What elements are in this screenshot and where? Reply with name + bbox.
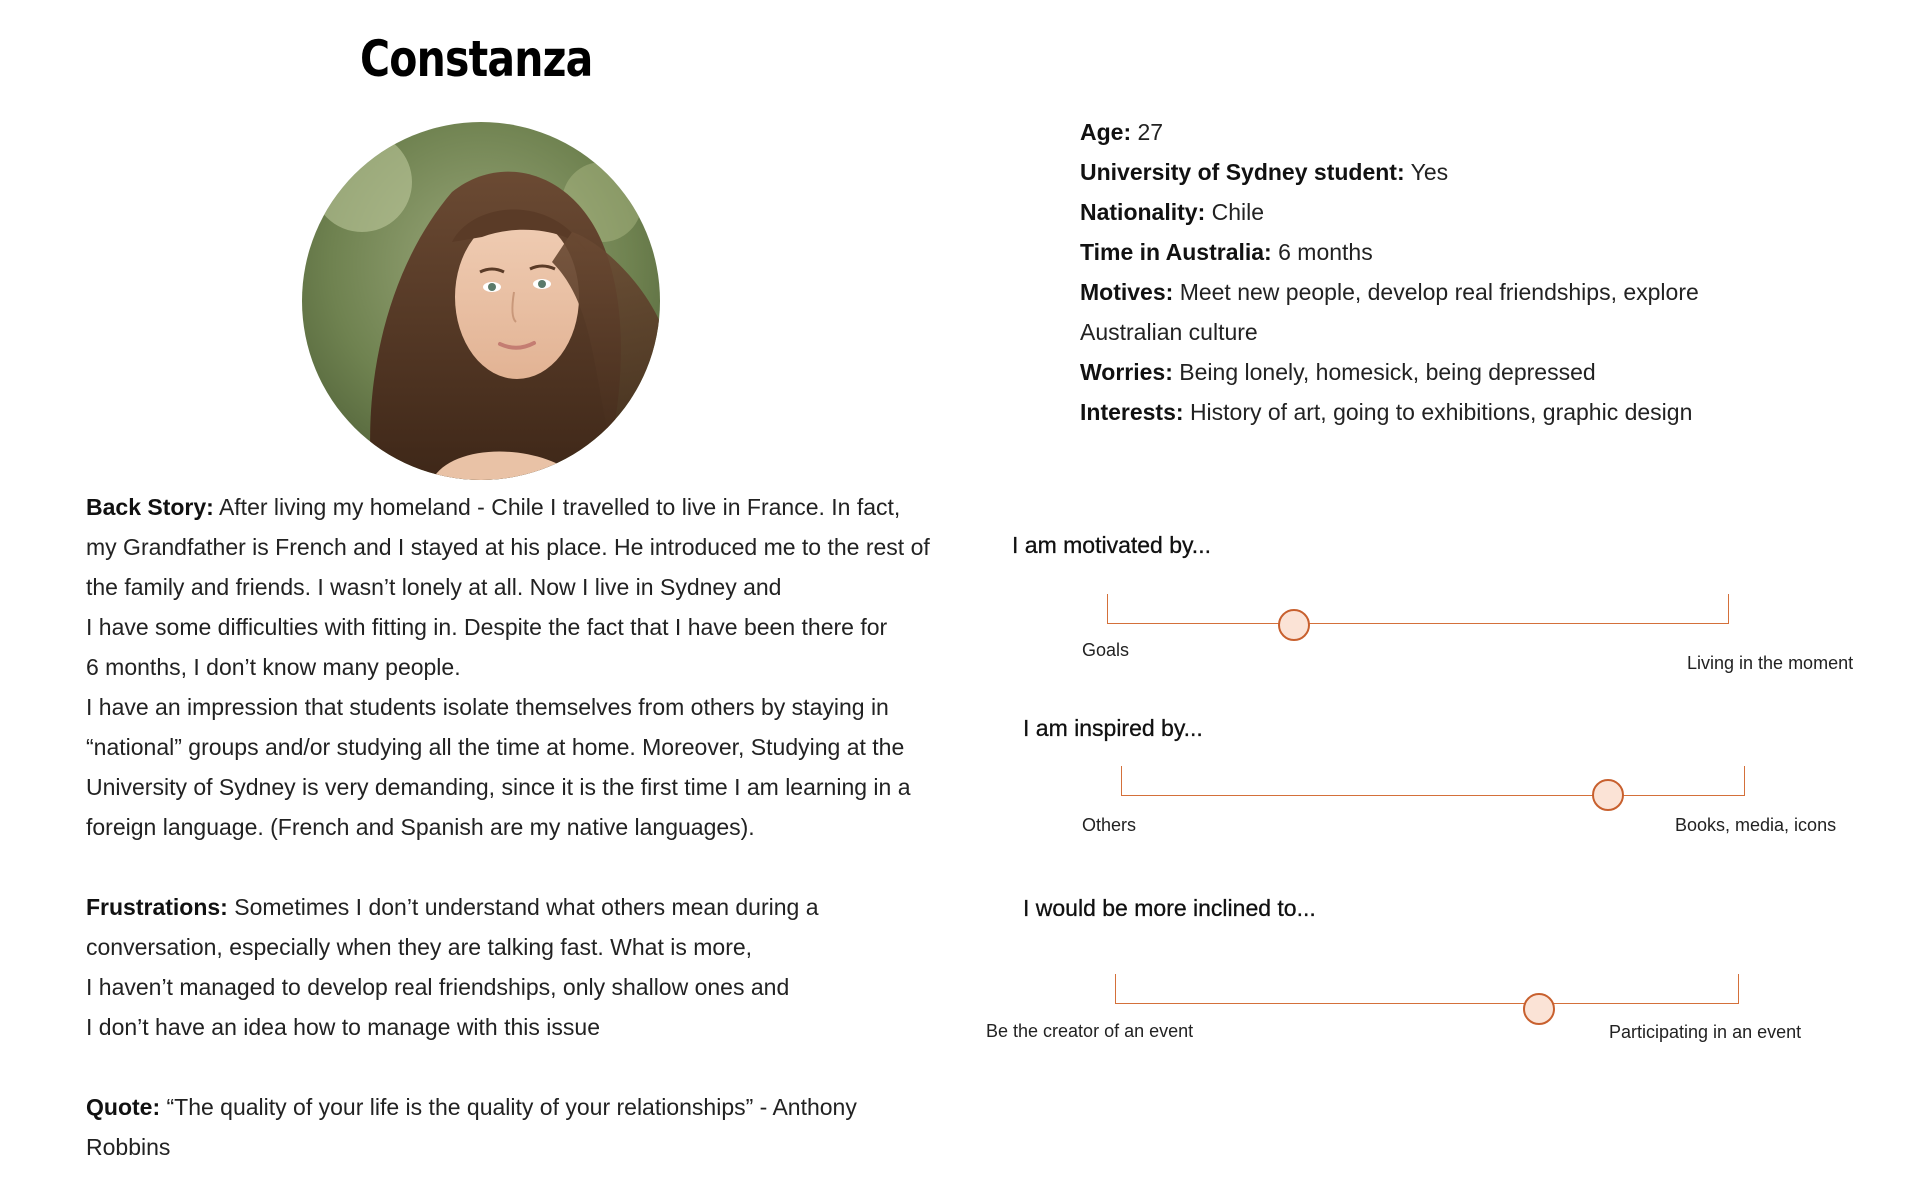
scale-motivated-left-label: Goals xyxy=(1082,640,1130,660)
persona-name: Constanza xyxy=(360,30,593,88)
scale-inspired-right-label: Books, media, icons xyxy=(1675,815,1837,835)
fact-time-in-australia xyxy=(1080,232,1780,272)
fact-label: Motives: xyxy=(1080,279,1174,305)
scale-motivated-track xyxy=(1107,594,1729,624)
fact-value: History of art, going to exhibitions, graphic design xyxy=(1189,399,1693,425)
fact-value: Meet new people, develop real friendships, explore xyxy=(1179,279,1699,305)
scale-motivated-indicator xyxy=(1278,609,1310,641)
scale-inclined-right-label: Participating in an event xyxy=(1609,1022,1802,1042)
scale-inspired-indicator xyxy=(1592,779,1624,811)
back-story-line: the family and friends. I wasn’t lonely at all. Now I live in Sydney and xyxy=(86,574,782,600)
quote-line xyxy=(86,1087,946,1127)
fact-motives-continued xyxy=(1080,312,1780,352)
quote-label: Quote: xyxy=(86,1094,161,1120)
fact-nationality xyxy=(1080,192,1780,232)
fact-value: 6 months xyxy=(1278,239,1373,265)
frustrations-line: I don’t have an idea how to manage with this issue xyxy=(86,1014,600,1040)
fact-value: Yes xyxy=(1410,159,1449,185)
spacer xyxy=(86,1047,946,1087)
scale-motivated-right-label: Living in the moment xyxy=(1687,653,1854,673)
quote-text: “The quality of your life is the quality of your relationships” - Anthony xyxy=(160,1094,857,1120)
fact-label: Age: xyxy=(1080,119,1132,145)
fact-label: Interests: xyxy=(1080,399,1184,425)
back-story-line: “national” groups and/or studying all the time at home. Moreover, Studying at the xyxy=(86,734,905,760)
back-story-label: Back Story: xyxy=(86,494,214,520)
back-story-line: I have an impression that students isolate themselves from others by staying in xyxy=(86,694,889,720)
frustrations-line: I haven’t managed to develop real friendships, only shallow ones and xyxy=(86,974,790,1000)
portrait-image xyxy=(302,122,660,480)
persona-narrative xyxy=(86,487,946,1167)
back-story-line: 6 months, I don’t know many people. xyxy=(86,654,461,680)
scale-inspired-left-label: Others xyxy=(1082,815,1137,835)
fact-value: Being lonely, homesick, being depressed xyxy=(1179,359,1596,385)
back-story-line: my Grandfather is French and I stayed at his place. He introduced me to the rest of xyxy=(86,534,930,560)
scale-inspired-title: I am inspired by... xyxy=(1023,715,1203,741)
back-story-line: I have some difficulties with fitting in. Despite the fact that I have been there for xyxy=(86,614,888,640)
frustrations-label: Frustrations: xyxy=(86,894,228,920)
fact-motives xyxy=(1080,272,1780,312)
frustrations-line xyxy=(86,887,946,927)
frustrations-text: Sometimes I don’t understand what others mean during a xyxy=(234,894,819,920)
fact-value: 27 xyxy=(1137,119,1164,145)
fact-interests xyxy=(1080,392,1780,432)
fact-student xyxy=(1080,152,1780,192)
scale-motivated-title: I am motivated by... xyxy=(1012,532,1211,558)
back-story-text: After living my homeland - Chile I travelled to live in France. In fact, xyxy=(218,494,901,520)
spacer xyxy=(86,847,946,887)
fact-label: University of Sydney student: xyxy=(1080,159,1405,185)
frustrations-line: conversation, especially when they are talking fast. What is more, xyxy=(86,934,753,960)
scale-inspired-track xyxy=(1121,766,1745,796)
persona-facts xyxy=(1080,112,1780,432)
back-story-line xyxy=(86,487,946,527)
back-story-line: University of Sydney is very demanding, since it is the first time I am learning in a xyxy=(86,774,911,800)
scale-inclined-track xyxy=(1115,974,1739,1004)
fact-value: Australian culture xyxy=(1080,319,1258,345)
scale-inclined-indicator xyxy=(1523,993,1555,1025)
back-story-line: foreign language. (French and Spanish are my native languages). xyxy=(86,814,755,840)
fact-label: Worries: xyxy=(1080,359,1173,385)
fact-age xyxy=(1080,112,1780,152)
fact-label: Time in Australia: xyxy=(1080,239,1272,265)
persona-photo xyxy=(302,122,660,480)
fact-label: Nationality: xyxy=(1080,199,1206,225)
fact-worries xyxy=(1080,352,1780,392)
fact-value: Chile xyxy=(1211,199,1265,225)
scale-inclined-left-label: Be the creator of an event xyxy=(986,1021,1194,1041)
quote-line: Robbins xyxy=(86,1134,171,1160)
scale-inclined-title: I would be more inclined to... xyxy=(1023,895,1316,921)
